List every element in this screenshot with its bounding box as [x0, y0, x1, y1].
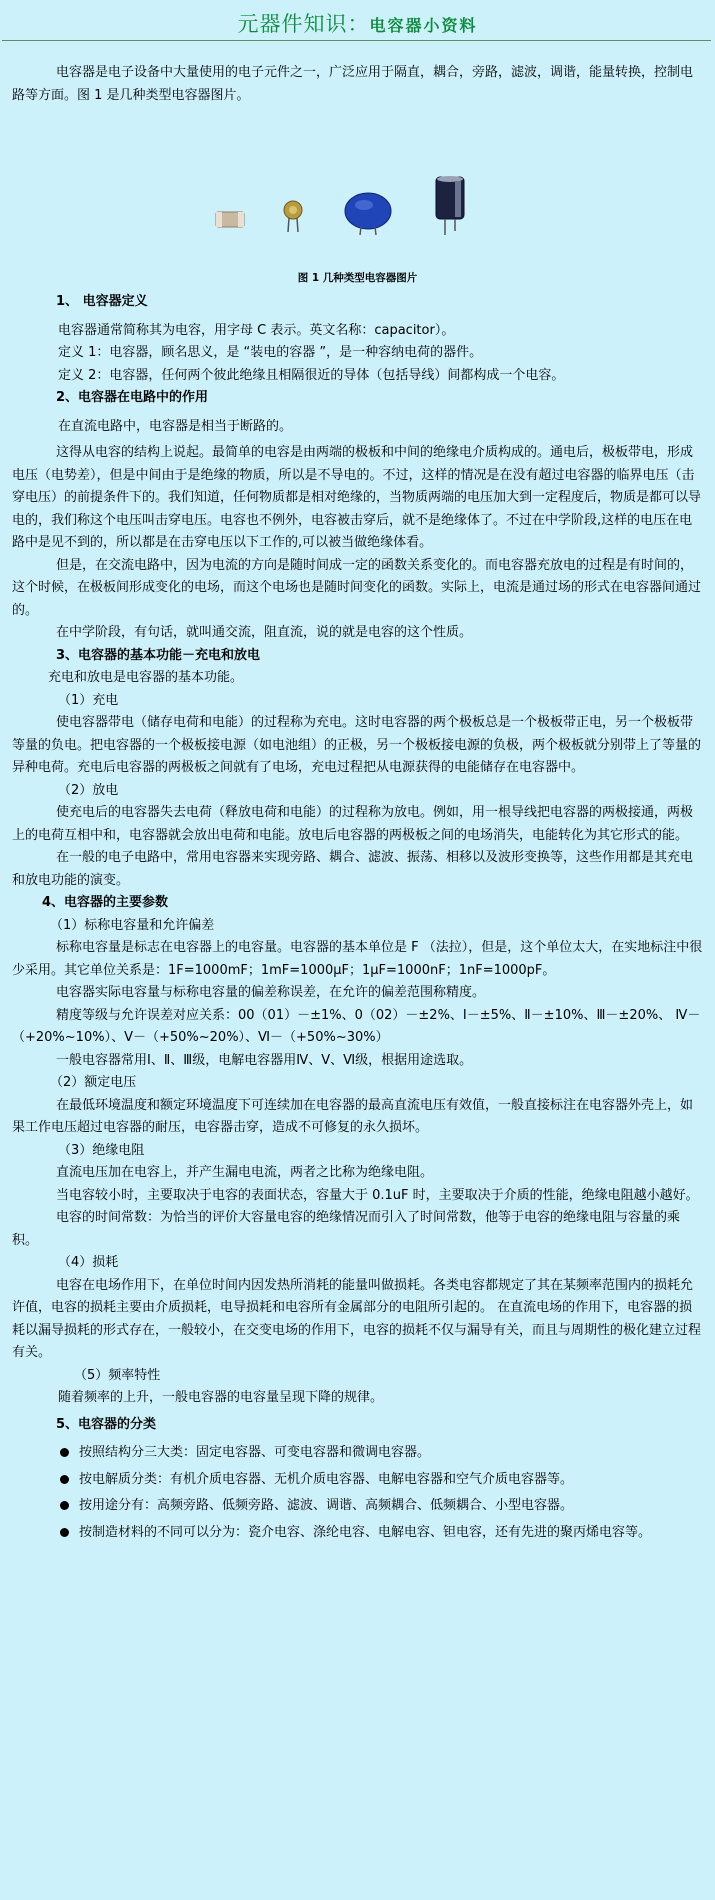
bullet-dot-icon: [60, 1528, 69, 1537]
param-paragraph: 电容器实际电容量与标称电容量的偏差称误差，在允许的偏差范围称精度。: [56, 985, 486, 1000]
definition-line: 定义 1：电容器，顾名思义，是 “装电的容器 ”，是一种容纳电荷的器件。: [58, 345, 483, 360]
classification-item: [0, 1495, 715, 1518]
param-subheading: （1）标称电容量和允许偏差: [50, 917, 215, 933]
ceramic-capacitor-image: [280, 199, 306, 233]
page-title: [0, 8, 715, 42]
charge-paragraph: 使电容器带电（储存电荷和电能）的过程称为充电。这时电容器的两个极板总是一个极板带正电，另一个极板带等量的负电。把电容器的一个极板接电源（如电池组）的正极，另一个极板接电源的负极，两个极板就分别带上了等量的异种电荷。充电后电容器的两极板之间就有了电场，充电过程把从电源获得的电能储存在电容器中。: [12, 715, 702, 775]
param-paragraph: 在最低环境温度和额定环境温度下可连续加在电容器的最高直流电压有效值，一般直接标注在电容器外壳上，如果工作电压超过电容器的耐压，电容器击穿，造成不可修复的永久损坏。: [12, 1097, 694, 1135]
section-2-paragraph: 这得从电容的结构上说起。最简单的电容是由两端的极板和中间的绝缘电介质构成的。通电后，极板带电，形成电压（电势差），但是中间由于是绝缘的物质，所以是不导电的。不过，这样的情况是在没有超过电容器的临界电压（击穿电压）的前提条件下的。我们知道，任何物质都是相对绝缘的，当物质两端的电压加大到一定程度后，物质是都可以导电的，我们称这个电压叫击穿电压。电容也不例外，电容被击穿后，就不是绝缘体了。不过在中学阶段,这样的电压在电路中是见不到的，所以都是在击穿电压以下工作的,可以被当做绝缘体看。: [12, 445, 702, 550]
param-paragraph: 标称电容量是标志在电容器上的电容量。电容器的基本单位是 F （法拉），但是，这个单位太大，在实地标注中很少采用。其它单位关系是：1F=1000mF；1mF=1000μF；1μF=1000nF；1nF=1000pF。: [12, 940, 703, 978]
section-2-heading: 2、电容器在电路中的作用: [56, 390, 209, 405]
param-paragraph: 电容的时间常数：为恰当的评价大容量电容的绝缘情况而引入了时间常数，他等于电容的绝缘电阻与容量的乘积。: [12, 1210, 681, 1248]
title-suffix: 电容器小资料: [369, 16, 478, 35]
section-2-paragraph: 但是，在交流电路中，因为电流的方向是随时间成一定的函数关系变化的。而电容器充放电的过程是有时间的，这个时候，在极板间形成变化的电场，而这个电场也是随时间变化的函数。实际上，电流是通过场的形式在电容器间通过的。: [12, 557, 702, 618]
figure-caption: 图 1 几种类型电容器图片: [297, 272, 418, 284]
definition-line: 电容器通常简称其为电容，用字母 C 表示。英文名称：capacitor）。: [58, 322, 455, 338]
param-subheading: （3）绝缘电阻: [58, 1142, 145, 1158]
bullet-dot-icon: [60, 1448, 69, 1457]
param-subheading: （4）损耗: [58, 1255, 119, 1270]
classification-item: [0, 1469, 715, 1492]
param-paragraph: 电容在电场作用下，在单位时间内因发热所消耗的能量叫做损耗。各类电容都规定了其在某频率范围内的损耗允许值，电容的损耗主要由介质损耗，电导损耗和电容所有金属部分的电阻所引起的。 在直流电场的作用下，电容器的损耗以漏导损耗的形式存在，一般较小，在交变电场的作用下，电容的损耗不仅与漏导有关，而且与周期性的极化建立过程有关。: [12, 1277, 702, 1360]
classification-text: 按制造材料的不同可以分为：瓷介电容、涤纶电容、电解电容、钽电容，还有先进的聚丙烯电容等。: [79, 1524, 652, 1540]
title-divider: [2, 40, 711, 41]
section-3-heading: 3、电容器的基本功能－充电和放电: [56, 647, 261, 663]
intro-paragraph: 电容器是电子设备中大量使用的电子元件之一，广泛应用于隔直，耦合，旁路，滤波，调谐，能量转换，控制电路等方面。图 1 是几种类型电容器图片。: [12, 65, 694, 103]
bullet-dot-icon: [60, 1501, 69, 1510]
param-paragraph: 精度等级与允许误差对应关系：00（01）－±1%、0（02）－±2%、Ⅰ－±5%、Ⅱ－±10%、Ⅲ－±20%、 Ⅳ－（+20%~10%）、Ⅴ－（+50%~20%）、Ⅵ－（+50%~30%）: [12, 1007, 701, 1045]
title-prefix: 元器件知识：: [237, 12, 370, 36]
section-5-heading: 5、电容器的分类: [56, 1416, 157, 1432]
charge-subheading: （1）充电: [58, 692, 119, 708]
section-3-summary: 在一般的电子电路中，常用电容器来实现旁路、耦合、滤波、振荡、相移以及波形变换等，这些作用都是其充电和放电功能的演变。: [12, 850, 694, 888]
classification-text: 按用途分有：高频旁路、低频旁路、滤波、调谐、高频耦合、低频耦合、小型电容器。: [79, 1498, 574, 1513]
classification-text: 按电解质分类：有机介质电容器、无机介质电容器、电解电容器和空气介质电容器等。: [79, 1471, 574, 1487]
definition-line: 定义 2：电容器，任何两个彼此绝缘且相隔很近的导体（包括导线）间都构成一个电容。: [58, 367, 565, 383]
article-body: [0, 62, 715, 1544]
smd-capacitor-image: [215, 207, 245, 229]
discharge-paragraph: 使充电后的电容器失去电荷（释放电荷和电能）的过程称为放电。例如，用一根导线把电容器的两极接通，两极上的电荷互相中和，电容器就会放出电荷和电能。放电后电容器的两极板之间的电场消失，电能转化为其它形式的能。: [12, 805, 694, 843]
classification-item: [0, 1442, 715, 1465]
section-2-paragraph: 在直流电路中，电容器是相当于断路的。: [58, 418, 293, 434]
param-paragraph: 一般电容器常用Ⅰ、Ⅱ、Ⅲ级，电解电容器用Ⅳ、Ⅴ、Ⅵ级，根据用途选取。: [56, 1052, 473, 1068]
section-2-paragraph: 在中学阶段，有句话，就叫通交流，阻直流，说的就是电容的这个性质。: [56, 625, 473, 640]
param-paragraph: 当电容较小时，主要取决于电容的表面状态，容量大于 0.1uF 时，主要取决于介质的性能，绝缘电阻越小越好。: [56, 1187, 699, 1203]
electrolytic-capacitor-image: [433, 175, 467, 235]
discharge-subheading: （2）放电: [58, 782, 119, 798]
param-paragraph: 直流电压加在电容上，并产生漏电电流，两者之比称为绝缘电阻。: [56, 1165, 434, 1180]
bullet-dot-icon: [60, 1475, 69, 1484]
param-subheading: （5）频率特性: [74, 1367, 161, 1383]
section-4-heading: 4、电容器的主要参数: [42, 895, 169, 910]
classification-item: [0, 1522, 715, 1545]
param-subheading: （2）额定电压: [50, 1075, 137, 1090]
section-1-heading: 1、 电容器定义: [56, 294, 148, 309]
param-paragraph: 随着频率的上升，一般电容器的电容量呈现下降的规律。: [58, 1390, 384, 1405]
classification-text: 按照结构分三大类：固定电容器、可变电容器和微调电容器。: [79, 1445, 431, 1460]
section-3-intro: 充电和放电是电容器的基本功能。: [48, 670, 244, 685]
figure: [0, 107, 715, 287]
film-capacitor-image: [343, 191, 393, 235]
